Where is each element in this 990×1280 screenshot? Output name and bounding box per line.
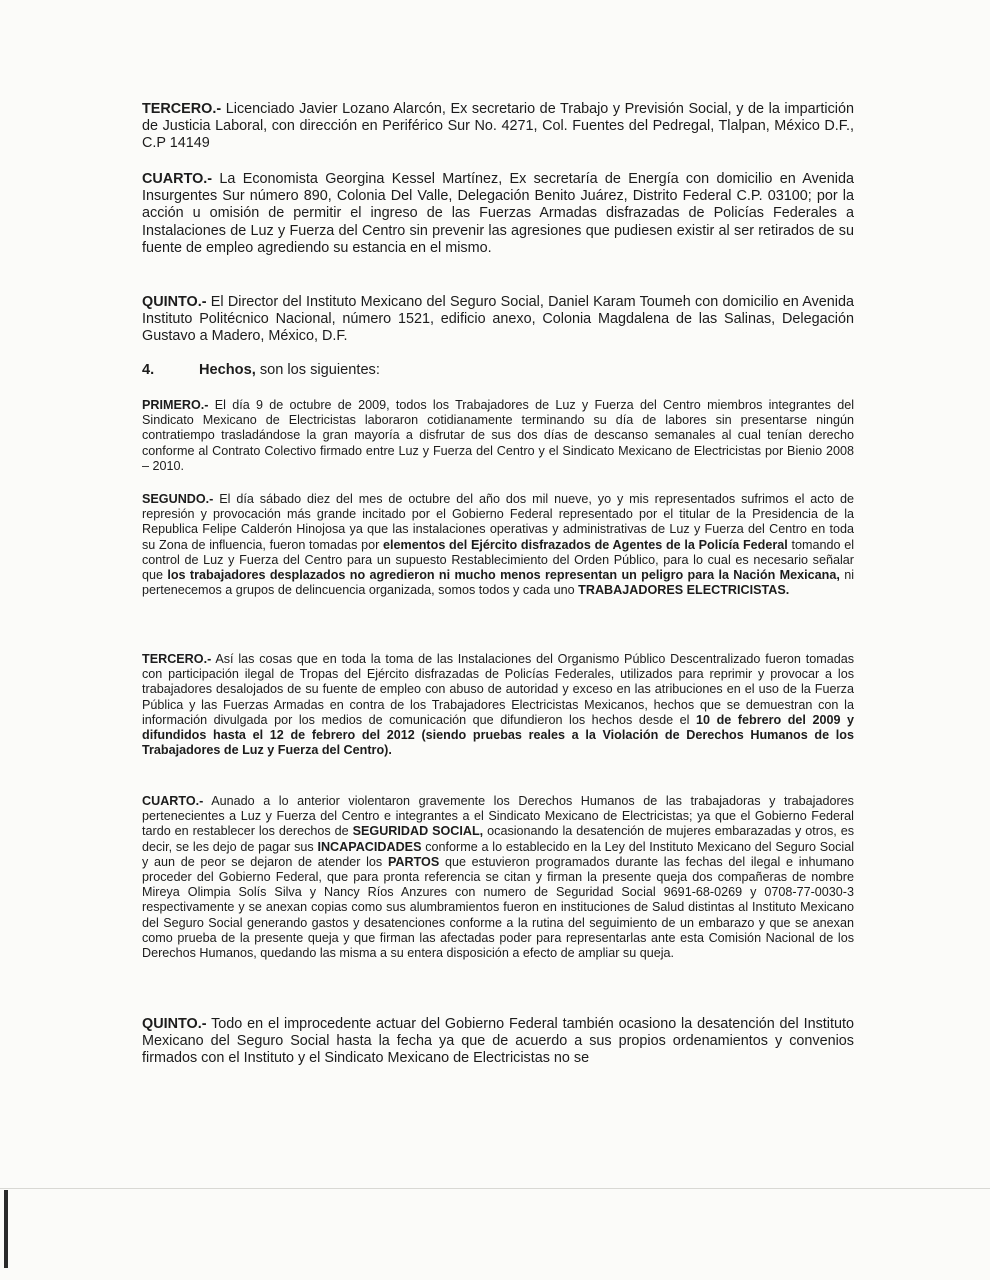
clause-emphasis: 10 de febrero del 2009 y difundidos hasta el 12 de febrero del 2012 (siendo pruebas reales a la Violación de Derechos Humanos de los Trabajadores de Luz y Fuerza del Centro).	[142, 712, 855, 758]
clause-label: CUARTO.-	[142, 794, 204, 808]
paragraph-primero	[142, 398, 854, 474]
clause-text: que estuvieron programados durante las fechas del ilegal e inhumano proceder del Gobierno Federal, que para pronta referencia se citan y firman la presente queja dos compañeras de nombre Mireya Olimpia Solís Silva y Nancy Ríos Anzures con numero de Seguridad Social 9691-68-0269 y 0708-77-0030-3 respectivamente y se anexan copias como sus alumbramientos fueron en instituciones de Salud distintas al Instituto Mexicano del Seguro Social generando gastos y desatenciones conforme a la rutina del seguimiento de un embarazo y que se anexan como prueba de la presente queja y que firman las afectadas poder para representarlas ante esta Comisión Nacional de los Derechos Humanos, quedando las misma a su entera disposición a efecto de ampliar su queja.	[142, 854, 855, 961]
clause-text: El día sábado diez del mes de octubre del año dos mil nueve, yo y mis representados sufrimos el acto de represión y provocación más grande incitado por el Gobierno Federal representado por el titular de la Presidencia de la Republica Felipe Calderón Hinojosa ya que las instalaciones operativas y administrativas de Luz y Fuerza del Centro en toda su Zona de influencia, fueron tomadas por	[142, 492, 854, 552]
clause-text: tomando el control de Luz y Fuerza del Centro para un supuesto Restablecimiento del Orden Público, para lo cual es necesario señalar que	[142, 537, 855, 583]
clause-emphasis: PARTOS	[387, 854, 440, 869]
paragraph-tercero-defendant	[142, 101, 854, 153]
paragraph-cuarto-defendant	[142, 171, 854, 257]
clause-emphasis: TRABAJADORES ELECTRICISTAS.	[578, 583, 790, 598]
clause-text: Todo en el improcedente actuar del Gobierno Federal también ocasiono la desatención del Instituto Mexicano del Seguro Social hasta la fecha ya que de acuerdo a sus propios ordenamientos y convenios firmados con el Instituto y el Sindicato Mexicano de Electricistas no se	[142, 1016, 854, 1067]
section-heading-hechos	[142, 362, 380, 379]
clause-label: PRIMERO.-	[142, 398, 209, 412]
paragraph-quinto-hechos	[142, 1016, 854, 1068]
clause-emphasis: SEGURIDAD SOCIAL,	[352, 824, 484, 839]
paragraph-quinto-defendant	[142, 294, 854, 346]
clause-text: ocasionando la desatención de mujeres embarazadas y otros, es decir, se les dejo de pagar sus	[142, 824, 855, 854]
scan-edge-line	[0, 1188, 990, 1189]
paragraph-cuarto-hechos	[142, 794, 854, 961]
clause-label: CUARTO.-	[142, 171, 213, 187]
paragraph-tercero-hechos	[142, 652, 854, 758]
section-title: Hechos,	[199, 362, 256, 378]
clause-text: El día 9 de octubre de 2009, todos los Trabajadores de Luz y Fuerza del Centro miembros integrantes del Sindicato Mexicano de Electricistas laboraron cotidianamente terminando su día de labores sin presentarse ningún contratiempo trasladándose la gran mayoría a disfrutar de sus dos días de descanso semanales al cual tenían derecho conforme al Contrato Colectivo firmado entre Luz y Fuerza del Centro y el Sindicato Mexicano de Electricistas por Bienio 2008 – 2010.	[142, 398, 855, 473]
clause-label: TERCERO.-	[142, 652, 212, 666]
clause-label: SEGUNDO.-	[142, 492, 214, 506]
clause-label: TERCERO.-	[142, 101, 222, 117]
clause-label: QUINTO.-	[142, 294, 207, 310]
clause-label: QUINTO.-	[142, 1016, 207, 1032]
clause-emphasis: elementos del Ejército disfrazados de Agentes de la Policía Federal	[383, 537, 788, 552]
clause-text: Aunado a lo anterior violentaron gravemente los Derechos Humanos de las trabajadoras y trabajadores pertenecientes a Luz y Fuerza del Centro e integrantes a el Sindicato Mexicano de Electricistas; ya que el Gobierno Federal tardo en restablecer los derechos de	[142, 794, 854, 839]
paragraph-segundo	[142, 492, 854, 598]
scan-edge-mark	[4, 1190, 8, 1268]
section-number: 4.	[142, 362, 155, 378]
clause-text: El Director del Instituto Mexicano del Seguro Social, Daniel Karam Toumeh con domicilio en Avenida Instituto Politécnico Nacional, número 1521, edificio anexo, Colonia Magdalena de las Salinas, Delegación Gustavo a Madero, México, D.F.	[142, 294, 854, 345]
section-subtitle: son los siguientes:	[259, 362, 380, 378]
clause-text: ni pertenecemos a grupos de delincuencia organizada, somos todos y cada uno	[142, 568, 854, 598]
clause-text: Así las cosas que en toda la toma de las Instalaciones del Organismo Público Descentralizado fueron tomadas con participación ilegal de Tropas del Ejército disfrazadas de Policías Federales, utilizados para reprimir y provocar a los trabajadores desalojados de su fuente de empleo con abuso de autoridad y exceso en las atribuciones en el uso de la Fuerza Pública y las Fuerzas Armadas en contra de los Trabajadores Electricistas Mexicanos, hechos que se demuestran con la información divulgada por los medios de comunicación que difundieron los hechos desde el	[142, 652, 854, 727]
clause-text: conforme a lo establecido en la Ley del Instituto Mexicano del Seguro Social y aun de peor se dejaron de atender los	[142, 839, 855, 869]
clause-text: Licenciado Javier Lozano Alarcón, Ex secretario de Trabajo y Previsión Social, y de la impartición de Justicia Laboral, con dirección en Periférico Sur No. 4271, Col. Fuentes del Pedregal, Tlalpan, México D.F., C.P 14149	[142, 101, 854, 152]
clause-text: La Economista Georgina Kessel Martínez, Ex secretaría de Energía con domicilio en Avenida Insurgentes Sur número 890, Colonia Del Valle, Delegación Benito Juárez, Distrito Federal C.P. 03100; por la acción u omisión de permitir el ingreso de las Fuerzas Armadas disfrazadas de Policías Federales a Instalaciones de Luz y Fuerza del Centro sin prevenir las agresiones que pudiesen existir al ser retirados de su fuente de empleo agrediendo su estancia en el mismo.	[142, 171, 854, 256]
clause-emphasis: INCAPACIDADES	[317, 839, 422, 854]
clause-emphasis: los trabajadores desplazados no agredieron ni mucho menos representan un peligro para la Nación Mexicana,	[167, 568, 840, 583]
